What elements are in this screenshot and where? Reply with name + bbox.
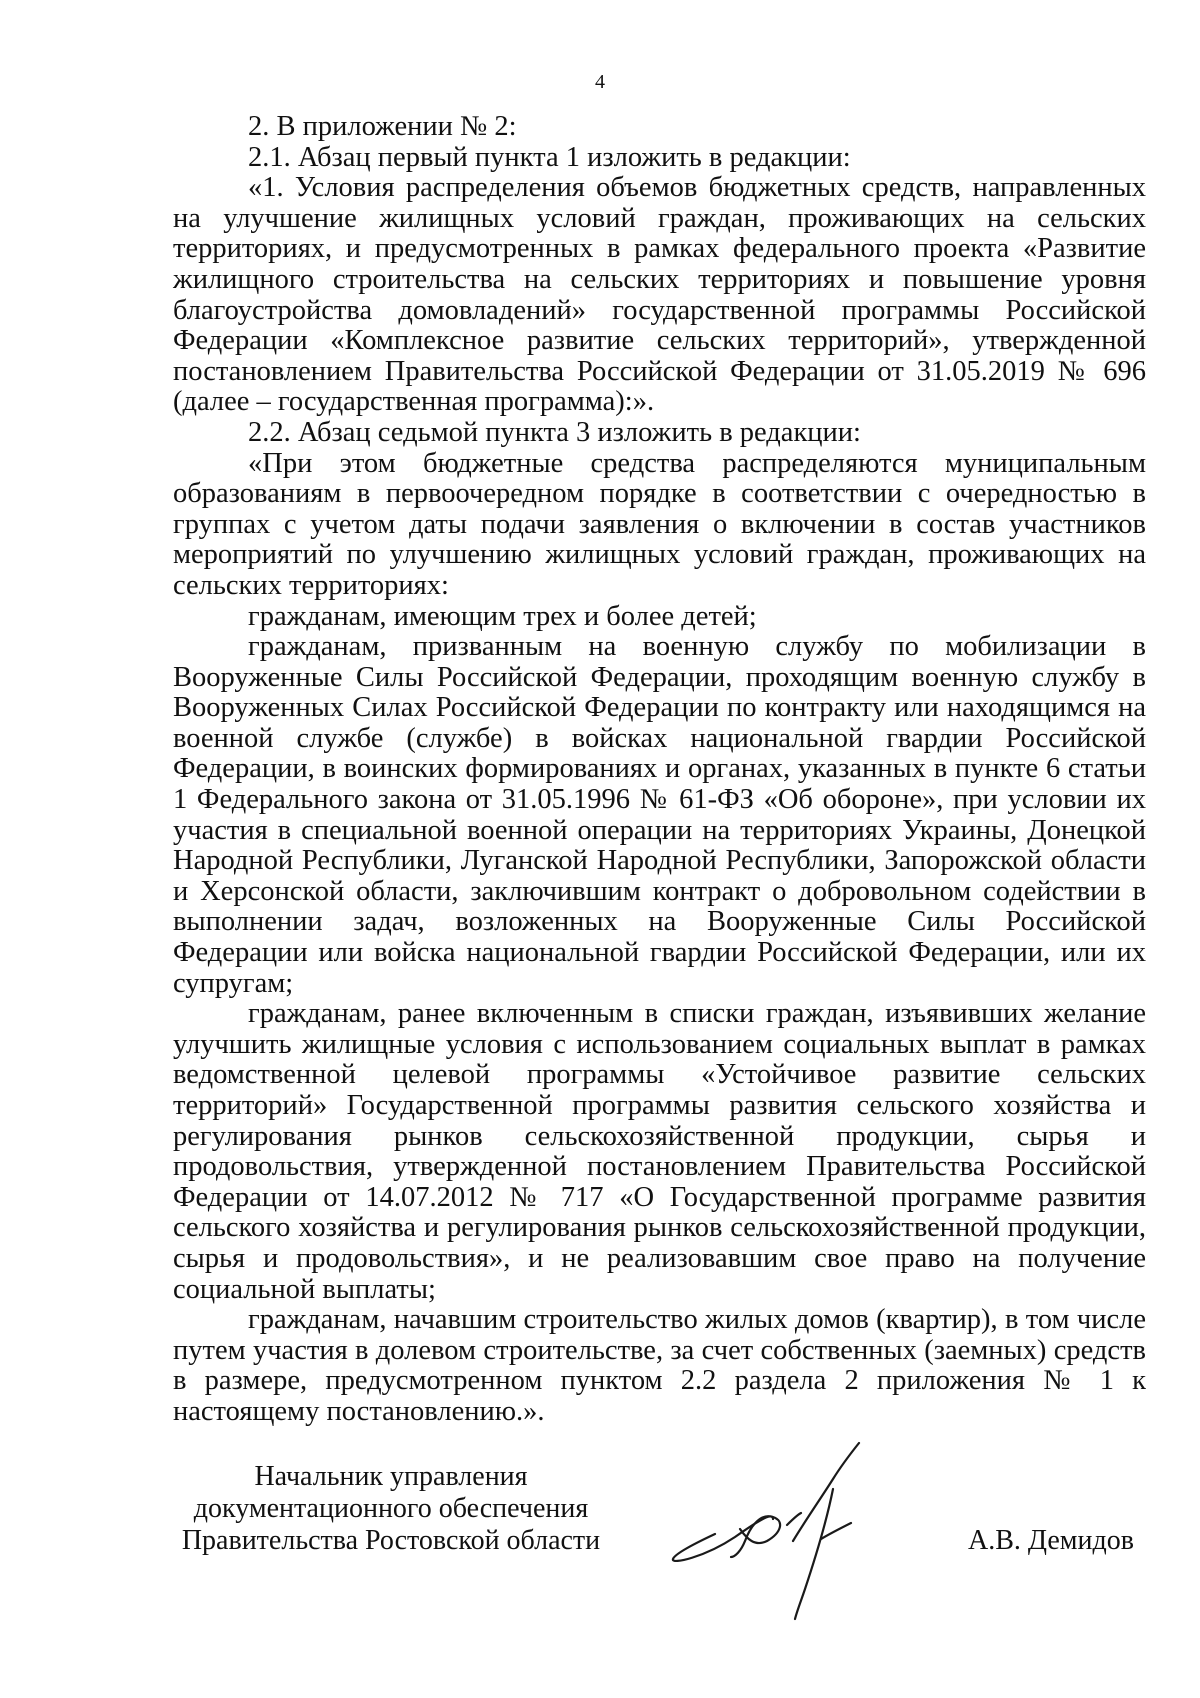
position-line: документационного обеспечения — [193, 1493, 589, 1524]
document-body — [173, 112, 1146, 1428]
signature-block — [0, 1461, 1200, 1661]
paragraph: гражданам, начавшим строительство жилых домов (квартир), в том числе путем участия в долевом строительстве, за счет собственных (заемных) средств в размере, предусмотренном пунктом 2.2 раздела 2 приложения № 1 к настоящему постановлению.». — [173, 1304, 1146, 1427]
signature-stroke — [793, 1443, 859, 1541]
paragraph: «При этом бюджетные средства распределяются муниципальным образованиям в первоочередном порядке в соответствии с очередностью в группах с учетом даты подачи заявления о включении в состав участников мероприятий по улучшению жилищных условий граждан, проживающих на сельских территориях: — [173, 447, 1146, 601]
position-line: Правительства Ростовской области — [181, 1525, 601, 1556]
page-number: 4 — [595, 71, 605, 93]
paragraph: гражданам, ранее включенным в списки граждан, изъявивших желание улучшить жилищные условия с использованием социальных выплат в рамках ведомственной целевой программы «Устойчивое развитие сельских территорий» Государственной программы развития сельского хозяйства и регулирования рынков сельскохозяйственной продукции, сырья и продовольствия, утвержденной постановлением Правительства Российской Федерации от 14.07.2012 № 717 «О Государственной программе развития сельского хозяйства и регулирования рынков сельскохозяйственной продукции, сырья и продовольствия», и не реализовавшим свое право на получение социальной выплаты; — [173, 998, 1146, 1305]
paragraph: 2.2. Абзац седьмой пункта 3 изложить в редакции: — [248, 416, 861, 448]
signatory-name: А.В. Демидов — [968, 1525, 1134, 1556]
signature-stroke — [821, 1523, 851, 1539]
signature-stroke — [787, 1513, 801, 1525]
paragraph: гражданам, призванным на военную службу по мобилизации в Вооруженные Силы Российской Федерации, проходящим военную службу в Вооруженных Силах Российской Федерации по контракту или находящимся на военной службе (службе) в войсках национальной гвардии Российской Федерации, в воинских формированиях и органах, указанных в пункте 6 статьи 1 Федерального закона от 31.05.1996 № 61-ФЗ «Об обороне», при условии их участия в специальной военной операции на территориях Украины, Донецкой Народной Республики, Луганской Народной Республики, Запорожской области и Херсонской области, заключившим контракт о добровольном содействии в выполнении задач, возложенных на Вооруженные Силы Российской Федерации или войска национальной гвардии Российской Федерации, или их супругам; — [173, 631, 1146, 999]
paragraph: 2.1. Абзац первый пункта 1 изложить в редакции: — [248, 141, 851, 173]
paragraph: гражданам, имеющим трех и более детей; — [248, 600, 757, 632]
signature-stroke — [673, 1516, 773, 1561]
signature-stroke — [731, 1516, 780, 1557]
paragraph: «1. Условия распределения объемов бюджетных средств, направленных на улучшение жилищных условий граждан, проживающих на сельских территориях, и предусмотренных в рамках федерального проекта «Развитие жилищного строительства на сельских территориях и повышение уровня благоустройства домовладений» государственной программы Российской Федерации «Комплексное развитие сельских территорий», утвержденной постановлением Правительства Российской Федерации от 31.05.2019 № 696 (далее – государственная программа):». — [173, 172, 1146, 418]
signatory-position — [171, 1461, 611, 1557]
paragraph: 2. В приложении № 2: — [248, 111, 517, 142]
position-line: Начальник управления — [254, 1461, 528, 1492]
handwritten-signature — [655, 1429, 905, 1629]
